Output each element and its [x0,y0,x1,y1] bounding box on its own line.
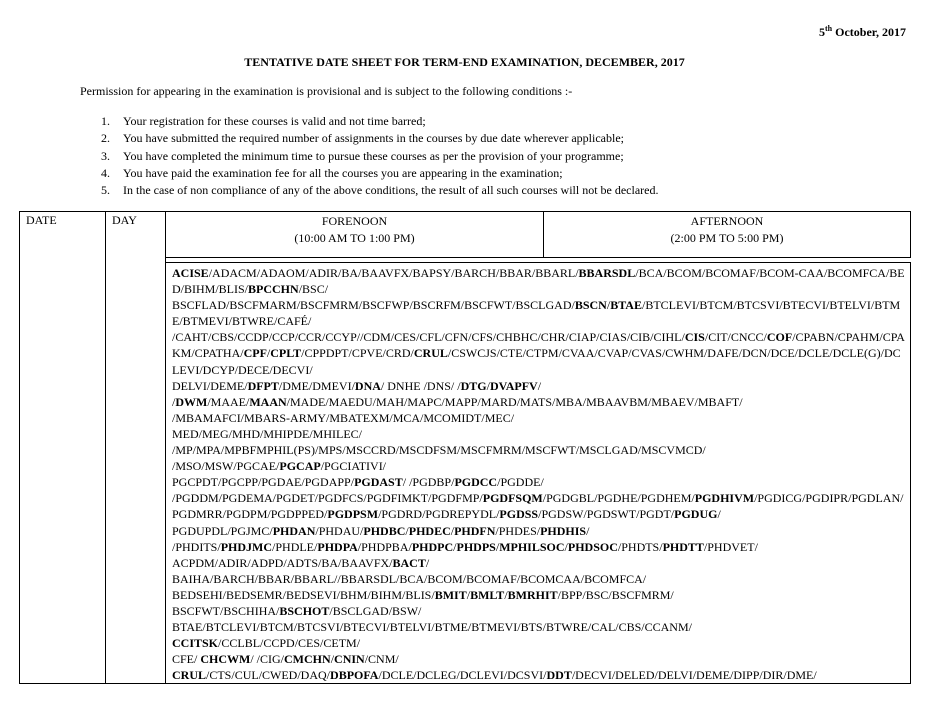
condition-item [101,165,659,182]
forenoon-time: (10:00 AM TO 1:00 PM) [294,231,415,245]
programme-code-text: / /PGDBP/ [402,475,455,490]
programme-line [172,410,906,426]
issue-date-day: 5 [818,25,825,39]
programme-code-text: /PGDSW/PGDSWT/PGDT/ [538,507,675,522]
programme-code-text: / [453,539,457,554]
programme-code-text: /PGDDE/ [497,475,544,490]
programme-code-text: /MAAE/ [207,394,250,409]
programme-code-text: /DCLE/DCLEG/DCLEVI/DCSVI/ [378,668,547,683]
programme-code-bold: PHDSOC [567,539,618,554]
programme-code-bold: BBARSDL [578,266,636,280]
programme-code-text: /PGDGBL/PGDHE/PGDHEM/ [542,491,695,506]
condition-text: Your registration for these courses is valid and not time barred; [123,114,426,128]
programme-code-text: MED/MEG/MHD/MHIPDE/MHILEC/ [172,426,363,441]
forenoon-header [166,212,544,258]
programme-code-text: / [425,555,430,570]
condition-item [101,182,659,199]
day-header-label: DAY [112,213,137,227]
programme-code-text: /MSO/MSW/PGCAE/ [172,459,280,474]
programme-code-text: /CCLBL/CCPD/CES/CETM/ [218,636,361,651]
day-column-header [106,212,166,684]
programme-code-bold: BSCHOT [279,603,330,618]
programme-code-text: /BSCLGAD/BSW/ [329,603,422,618]
programme-line [172,523,906,539]
programme-code-bold: BMIT [434,587,467,602]
condition-number: 4. [101,165,110,180]
programme-code-bold: CCITSK [172,636,219,651]
programme-line [172,651,906,667]
programme-code-bold: PHDPC [411,539,454,554]
programme-code-bold: COF [766,330,793,345]
issue-date-rest: October, 2017 [832,25,906,39]
programme-code-bold: PGCAP [279,459,321,474]
programme-code-bold: BSCN [574,298,607,313]
programme-code-text: /CPPDPT/CPVE/CRD/ [301,346,414,361]
programme-code-text: / DNHE /DNS/ / [380,378,461,393]
programme-code-text: PGCPDT/PGCPP/PGDAE/PGDAPP/ [172,475,355,490]
programme-line [172,571,906,587]
programme-code-bold: PGDHIVM [694,491,755,506]
date-column-header [20,212,106,684]
programme-code-bold: CPLT [270,346,302,361]
programme-code-text: DELVI/DEME/ [172,378,248,393]
programme-code-text: /PGDICG/PGDIPR/PGDLAN/PGDMRR/PGDPM/PGDPPED/ [172,491,904,522]
programme-line [172,619,906,635]
programme-code-text: /PGDDM/PGDEMA/PGDET/PGDFCS/PGDFIMKT/PGDFMP/ [172,491,483,506]
afternoon-time: (2:00 PM TO 5:00 PM) [670,231,784,245]
programme-code-bold: CNIN [334,652,365,667]
programme-code-text: / [717,507,721,522]
programme-line [172,329,906,377]
programme-code-text: /BTCLEVI/BTCM/BTCSVI/BTECVI/BTELVI/BTME/BTMEVI/BTWRE/CAFÉ/ [172,298,901,329]
programme-code-bold: DWM [175,394,208,409]
programme-code-bold: PGDPSM [327,507,379,522]
programme-code-text: /PHDES/ [495,523,541,538]
condition-text: You have completed the minimum time to pursue these courses as per the provision of your programme; [123,148,624,163]
programme-code-bold: CRUL [172,668,207,683]
programme-line [172,265,906,297]
date-header-label: DATE [26,213,57,227]
programme-code-text: ACPDM/ADIR/ADPD/ADTS/BA/BAAVFX/ [172,555,393,570]
programme-line [172,603,906,619]
programme-code-text: / [466,587,471,602]
condition-item [101,148,659,165]
programme-code-text: / [405,523,409,538]
condition-number: 5. [101,183,110,198]
programme-code-bold: MPHILSOC [499,539,565,554]
programme-code-bold: PHDTT [662,539,704,554]
programme-code-bold: CPF [243,346,267,361]
programme-code-bold: DBPOFA [330,668,379,683]
programme-code-bold: DFPT [247,378,279,393]
programme-code-bold: ACISE [172,266,209,280]
programme-line [172,442,906,458]
intro-text: Permission for appearing in the examination is provisional and is subject to the following conditions :- [80,84,573,98]
programme-line [172,490,906,522]
programme-code-text: /ADACM/ADAOM/ADIR/BA/BAAVFX/BAPSY/BARCH/BBAR/BBARL/ [208,266,579,280]
programme-code-text: BAIHA/BARCH/BBAR/BBARL//BBARSDL/BCA/BCOM/BCOMAF/BCOMCAA/BCOMFCA/ [172,571,647,586]
programme-line [172,635,906,651]
forenoon-label: FORENOON [321,214,388,228]
programme-code-text: /BPP/BSC/BSCFMRM/ [557,587,674,602]
programme-code-text: / [486,378,490,393]
programme-code-text: BEDSEHI/BEDSEMR/BEDSEVI/BHM/BIHM/BLIS/ [172,587,435,602]
programme-code-bold: PGDSS [499,507,539,522]
programme-code-bold: PHDBC [363,523,406,538]
programme-code-text: / [504,587,508,602]
programme-code-text: BSCFLAD/BSCFMARM/BSCFMRM/BSCFWP/BSCRFM/BSCFWT/BSCLGAD/ [172,298,575,313]
programme-line [172,394,906,410]
programme-code-bold: PHDPA [317,539,358,554]
programme-code-text: /PGDRD/PGDREPYDL/ [378,507,500,522]
programme-code-text: /CSWCJS/CTE/CTPM/CVAA/CVAP/CVAS/CWHM/DAFE/DCN/DCE/DCLE/DCLE(G)/DCLEVI/DCYP/DECE/DECVI/ [172,346,901,377]
programme-code-bold: PHDJMC [220,539,273,554]
programme-code-text: / [266,346,271,361]
programme-code-bold: PGDFSQM [482,491,543,506]
programme-code-bold: BMLT [470,587,505,602]
programme-code-text: /PHDLE/ [272,539,318,554]
condition-text: In the case of non compliance of any of the above conditions, the result of all such courses will not be declared. [123,183,659,198]
programme-code-text: / [606,298,611,313]
document-title: TENTATIVE DATE SHEET FOR TERM-END EXAMINATION, DECEMBER, 2017 [244,55,685,69]
programme-code-bold: PHDEC [408,523,451,538]
programme-code-bold: CMCHN [284,652,331,667]
programme-code-text: /CIT/CNCC/ [704,330,767,345]
programme-code-text: /MP/MPA/MPBFMPHIL(PS)/MPS/MSCCRD/MSCDFSM/MSCFMRM/MSCFWT/MSCLGAD/MSCVMCD/ [172,443,706,458]
programme-code-bold: CRUL [413,346,448,361]
programme-code-text: /MADE/MAEDU/MAH/MAPC/MAPP/MARD/MATS/MBA/MBAAVBM/MBAEV/MBAFT/ [286,394,743,409]
programme-code-bold: PHDHIS [540,523,587,538]
programme-code-text: /DME/DMEVI/ [278,378,355,393]
programme-code-text: / /CIG/ [250,652,285,667]
programme-code-text: /CTS/CUL/CWED/DAQ/ [206,668,331,683]
programme-code-text: /PHDAU/ [315,523,364,538]
programme-code-bold: BACT [392,555,426,570]
programme-code-text: /BSC/ [298,282,329,297]
issue-date-suffix: th [824,24,833,33]
programme-code-bold: DVAPFV [489,378,538,393]
programme-code-bold: PHDAN [272,523,316,538]
programme-code-text: BTAE/BTCLEVI/BTCM/BTCSVI/BTECVI/BTELVI/BTME/BTMEVI/BTS/BTWRE/CAL/CBS/CCANM/ [172,620,692,635]
condition-item [101,113,659,130]
programme-code-text: CFE/ [172,652,201,667]
afternoon-label: AFTERNOON [690,214,764,228]
programme-code-bold: PGDCC [454,475,498,490]
programme-code-text: /PHDTS/ [617,539,663,554]
condition-number: 1. [101,114,110,128]
programme-code-text: / [450,523,455,538]
programme-code-bold: BPCCHN [248,282,299,297]
condition-text: You have paid the examination fee for all the courses you are appearing in the examination; [123,165,563,180]
programme-code-text: /BCA/BCOM/BCOMAF/BCOM-CAA/BCOMFCA/BED/BIHM/BLIS/ [172,266,905,297]
programme-line [172,587,906,603]
programme-code-bold: BMRHIT [507,587,558,602]
programme-line [172,426,906,442]
programme-line [172,667,906,683]
programme-code-text: /MBAMAFCI/MBARS-ARMY/MBATEXM/MCA/MCOMIDT/MEC/ [172,410,515,425]
programme-line [172,555,906,571]
condition-text: You have submitted the required number of assignments in the courses by due date wherever applicable; [123,131,624,146]
programme-code-bold: PGDAST [354,475,403,490]
programme-code-bold: DDT [546,668,572,683]
condition-number: 2. [101,131,110,146]
programme-code-text: / [330,652,335,667]
programme-code-bold: CHCWM [200,652,251,667]
programme-code-bold: BTAE [610,298,642,313]
programme-code-text: / [172,394,176,409]
programme-line [172,458,906,474]
programme-code-text: / [537,378,542,393]
afternoon-header [544,212,911,258]
programme-code-text: /CPABN/CPAHM/CPAKM/CPATHA/ [172,330,905,361]
condition-item [101,130,659,147]
programme-code-bold: PHDPS [456,539,496,554]
programme-code-text: /CNM/ [364,652,399,667]
programme-code-text: / [495,539,500,554]
programme-code-text: PGDUPDL/PGJMC/ [172,523,273,538]
programme-code-text: BSCFWT/BSCHIHA/ [172,603,280,618]
programme-codes-cell [166,263,911,684]
programme-code-bold: DNA [354,378,381,393]
programme-code-bold: CIS [684,330,705,345]
programme-line [172,378,906,394]
table-header-row [20,212,911,258]
programme-code-text: / [586,523,590,538]
date-sheet-table [19,211,911,684]
programme-code-text: /DECVI/DELED/DELVI/DEME/DIPP/DIR/DME/ [571,668,817,683]
programme-code-bold: PGDUG [674,507,718,522]
programme-line [172,297,906,329]
issue-date [819,24,906,40]
programme-code-text: /PGCIATIVI/ [320,459,387,474]
programme-line [172,539,906,555]
programme-code-bold: MAAN [249,394,287,409]
programme-code-text: /CAHT/CBS/CCDP/CCP/CCR/CCYP//CDM/CES/CFL/CFN/CFS/CHBHC/CHR/CIAP/CIAS/CIB/CIHL/ [172,330,685,345]
programme-line [172,474,906,490]
conditions-list [101,113,659,199]
programme-code-text: /PHDPBA/ [357,539,412,554]
programme-code-text: / [564,539,568,554]
condition-number: 3. [101,148,110,163]
programme-code-text: /PHDVET/ [703,539,758,554]
programme-code-bold: PHDFN [454,523,496,538]
programme-code-text: /PHDITS/ [172,539,221,554]
programme-code-bold: DTG [460,378,487,393]
